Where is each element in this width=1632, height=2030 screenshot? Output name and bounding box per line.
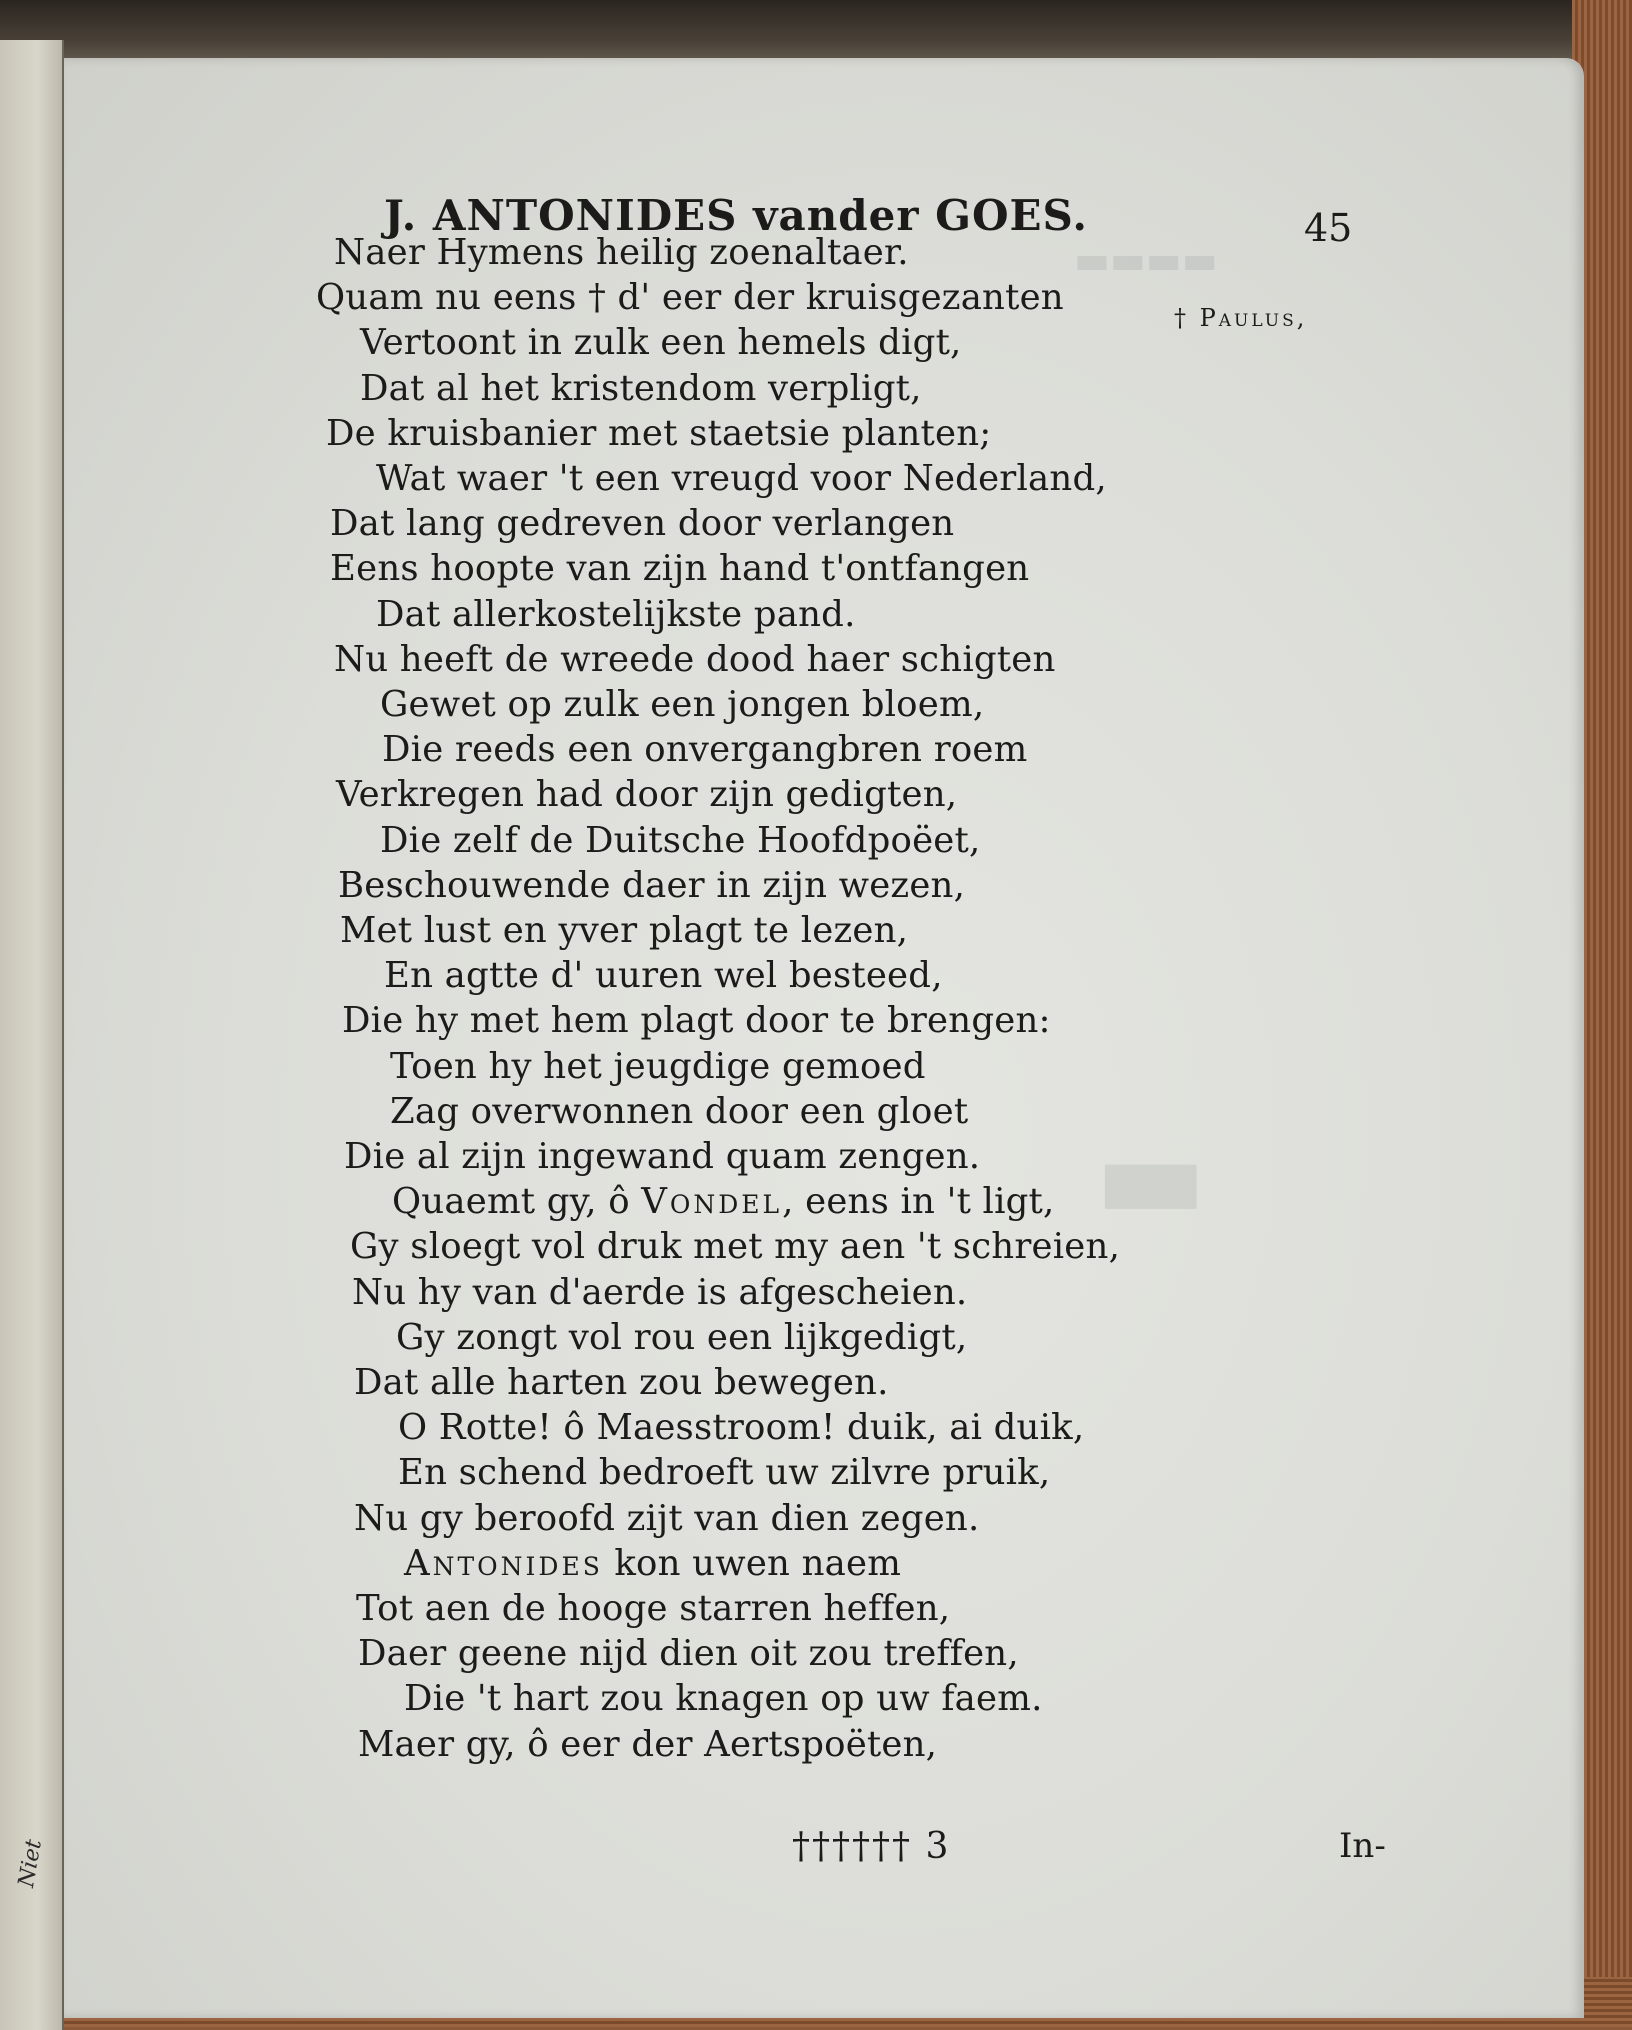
- poem-line: Gy zongt vol rou een lijkgedigt,: [396, 1316, 968, 1358]
- poem-line: Daer geene nijd dien oit zou treffen,: [358, 1633, 1019, 1675]
- poem-line: Die zelf de Duitsche Hoofdpoëet,: [380, 819, 981, 861]
- poem-line: Toen hy het jeugdige gemoed: [390, 1045, 926, 1087]
- bleed-through-shadow: ▬▬▬▬: [1074, 238, 1218, 282]
- poem-line: Quam nu eens † d' eer der kruisgezanten: [316, 277, 1064, 319]
- poem-line: Dat al het kristendom verpligt,: [360, 367, 922, 409]
- poem-line: Dat allerkostelijkste pand.: [376, 593, 856, 635]
- facing-page-fragment: Niet: [14, 1837, 47, 1890]
- poem-line: Wat waer 't een vreugd voor Nederland,: [376, 458, 1107, 499]
- poem-line: Met lust en yver plagt te lezen,: [340, 910, 909, 951]
- poem-line: Die hy met hem plagt door te brengen:: [342, 1000, 1051, 1042]
- catchword: In-: [1339, 1826, 1386, 1866]
- poem-line: Vertoont in zulk een hemels digt,: [360, 322, 962, 364]
- book-page: [64, 58, 1584, 2018]
- poem-line: O Rotte! ô Maesstroom! duik, ai duik,: [398, 1407, 1085, 1449]
- poem-line: Dat lang gedreven door verlangen: [330, 503, 955, 545]
- poem-line: De kruisbanier met staetsie planten;: [326, 412, 992, 454]
- poem-line: En schend bedroeft uw zilvre pruik,: [398, 1452, 1051, 1494]
- poem-line: Quaemt gy, ô Vondel, eens in 't ligt,: [392, 1181, 1055, 1223]
- poem-line: Tot aen de hooge starren heffen,: [356, 1588, 951, 1629]
- poem-line: Nu gy beroofd zijt van dien zegen.: [354, 1497, 980, 1539]
- poem-line: Eens hoopte van zijn hand t'ontfangen: [330, 548, 1030, 590]
- signature-mark: †††††† 3: [792, 1826, 951, 1867]
- page-number: 45: [1304, 206, 1353, 250]
- bleed-through-shadow: ▬: [1094, 1108, 1208, 1247]
- poem-line: Dat alle harten zou bewegen.: [354, 1362, 889, 1403]
- marginal-note: † Paulus,: [1174, 304, 1308, 332]
- poem-line: Beschouwende daer in zijn wezen,: [338, 864, 966, 906]
- poem-line: Die al zijn ingewand quam zengen.: [344, 1136, 981, 1177]
- poem-line: Antonides kon uwen naem: [404, 1542, 902, 1584]
- poem-line: Zag overwonnen door een gloet: [390, 1090, 969, 1132]
- poem-line: En agtte d' uuren wel besteed,: [384, 955, 943, 997]
- poem-line: Gewet op zulk een jongen bloem,: [380, 684, 985, 725]
- poem-line: Die 't hart zou knagen op uw faem.: [404, 1678, 1043, 1720]
- poem-line: Nu hy van d'aerde is afgescheien.: [352, 1271, 968, 1313]
- facing-page-edge: [0, 40, 64, 2030]
- running-head: J. ANTONIDES vander GOES.: [384, 191, 1089, 240]
- poem-line: Die reeds een onvergangbren roem: [382, 729, 1028, 771]
- poem-line: Maer gy, ô eer der Aertspoëten,: [358, 1723, 938, 1765]
- poem-line: Naer Hymens heilig zoenaltaer.: [334, 232, 909, 273]
- poem-line: Gy sloegt vol druk met my aen 't schreien,: [350, 1226, 1121, 1268]
- poem-line: Nu heeft de wreede dood haer schigten: [334, 638, 1056, 680]
- poem-line: Verkregen had door zijn gedigten,: [336, 774, 958, 816]
